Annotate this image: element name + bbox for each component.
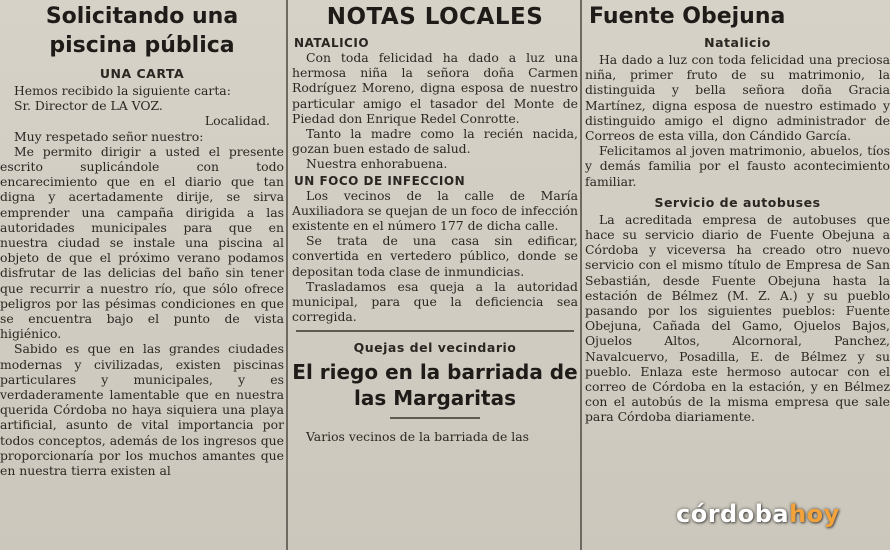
section-title-natalicio: NATALICIO (294, 36, 370, 50)
section-rule (296, 330, 574, 332)
section-title-natalicio: Natalicio (704, 35, 771, 50)
letter-paragraph: Sabido es que en las grandes ciudades modernas y civilizadas, existen piscinas particulares y municipales, y es verdaderamente lamentable que en nuestra querida Córdoba no haya siquiera una playa artificial, asunto de vital importancia por todos conceptos, además de los ingresos que proporcionaría por los muchos amantes que en nuestra tierra existen al (0, 341, 284, 479)
letter-address-to: Sr. Director de LA VOZ. (14, 98, 163, 114)
article-paragraph: Nuestra enhorabuena. (306, 156, 448, 172)
short-rule (390, 417, 480, 419)
article-paragraph: Felicitamos al joven matrimonio, abuelos, tíos y demás familia por el fausto acontecimiento familiar. (585, 143, 890, 189)
headline-fuente-obejuna: Fuente Obejuna (589, 4, 786, 29)
headline-riego-margaritas: El riego en la barriada de las Margaritas (292, 360, 578, 411)
article-paragraph: Con toda felicidad ha dado a luz una hermosa niña la señora doña Carmen Rodríguez Moreno, digna esposa de nuestro particular amigo el tasador del Monte de Piedad don Enrique Redel Conrotte. (292, 50, 578, 126)
cordobahoy-watermark-logo (676, 500, 840, 528)
article-paragraph: Varios vecinos de la barriada de las (306, 429, 529, 445)
article-paragraph: Trasladamos esa queja a la autoridad municipal, para que la deficiencia sea corregida. (292, 278, 578, 325)
letter-intro: Hemos recibido la siguiente carta: (14, 83, 231, 98)
kicker-quejas-vecindario: Quejas del vecindario (353, 340, 517, 356)
letter-salutation: Muy respetado señor nuestro: (14, 128, 204, 144)
headline-notas-locales: NOTAS LOCALES (326, 4, 544, 30)
column-divider (286, 0, 288, 550)
article-paragraph: Se trata de una casa sin edificar, convertida en vertedero público, donde se depositan toda clase de inmundicias. (292, 233, 578, 279)
letter-address-location: Localidad. (204, 113, 270, 129)
column-letter (0, 0, 284, 550)
column-divider (580, 0, 582, 550)
headline-piscina: Solicitando una piscina pública (45, 4, 239, 58)
column-fuente-obejuna (585, 0, 890, 550)
logo-text-hoy: hoy (789, 500, 840, 528)
section-title-servicio-autobuses: Servicio de autobuses (654, 194, 821, 210)
column-notas-locales (292, 0, 578, 550)
letter-paragraph: Me permito dirigir a usted el presente escrito suplicándole con todo encarecimiento que en el diario que tan digna y acertadamente dirije, se sirva emprender una campaña dirigida a las autoridades municipales para que en nuestra ciudad se instale una piscina al objeto de que el próximo verano podamos disfrutar de las delicias del baño sin tener que recurrir a nuestro río, que sólo ofrece peligros por las pésimas condiciones en que se encuentra bajo el punto de vista higiénico. (0, 143, 284, 342)
article-paragraph: Ha dado a luz con toda felicidad una preciosa niña, primer fruto de su matrimonio, la distinguida y bella señora doña Gracia Martínez, digna esposa de nuestro estimado y distinguido amigo el digno administrador de Correos de esta villa, don Cándido García. (585, 52, 890, 144)
article-paragraph: Los vecinos de la calle de María Auxiliadora se quejan de un foco de infección existente en el número 177 de dicha calle. (292, 187, 578, 234)
article-paragraph: La acreditada empresa de autobuses que hace su servicio diario de Fuente Obejuna a Córdoba y viceversa ha creado otro nuevo servicio con el mismo título de Empresa de San Sebastián, desde Fuente Obejuna hasta la estación de Bélmez (M. Z. A.) y su pueblo pasando por los siguientes pueblos: Fuente Obejuna, Cañada del Gamo, Ojuelos Bajos, Ojuelos Altos, Alcornoral, Panchez, Navalcuervo, Posadilla, E. de Bélmez y su pueblo. Enlaza este hermoso autocar con el correo de Córdoba en la estación, y en Bélmez con el autobús de la misma empresa que sale para Córdoba diariamente. (585, 211, 890, 425)
logo-text-cordoba: córdoba (676, 500, 790, 528)
subhead-una-carta: UNA CARTA (99, 66, 185, 81)
section-title-foco-infeccion: UN FOCO DE INFECCION (294, 173, 466, 188)
article-paragraph: Tanto la madre como la recién nacida, gozan buen estado de salud. (292, 126, 578, 157)
